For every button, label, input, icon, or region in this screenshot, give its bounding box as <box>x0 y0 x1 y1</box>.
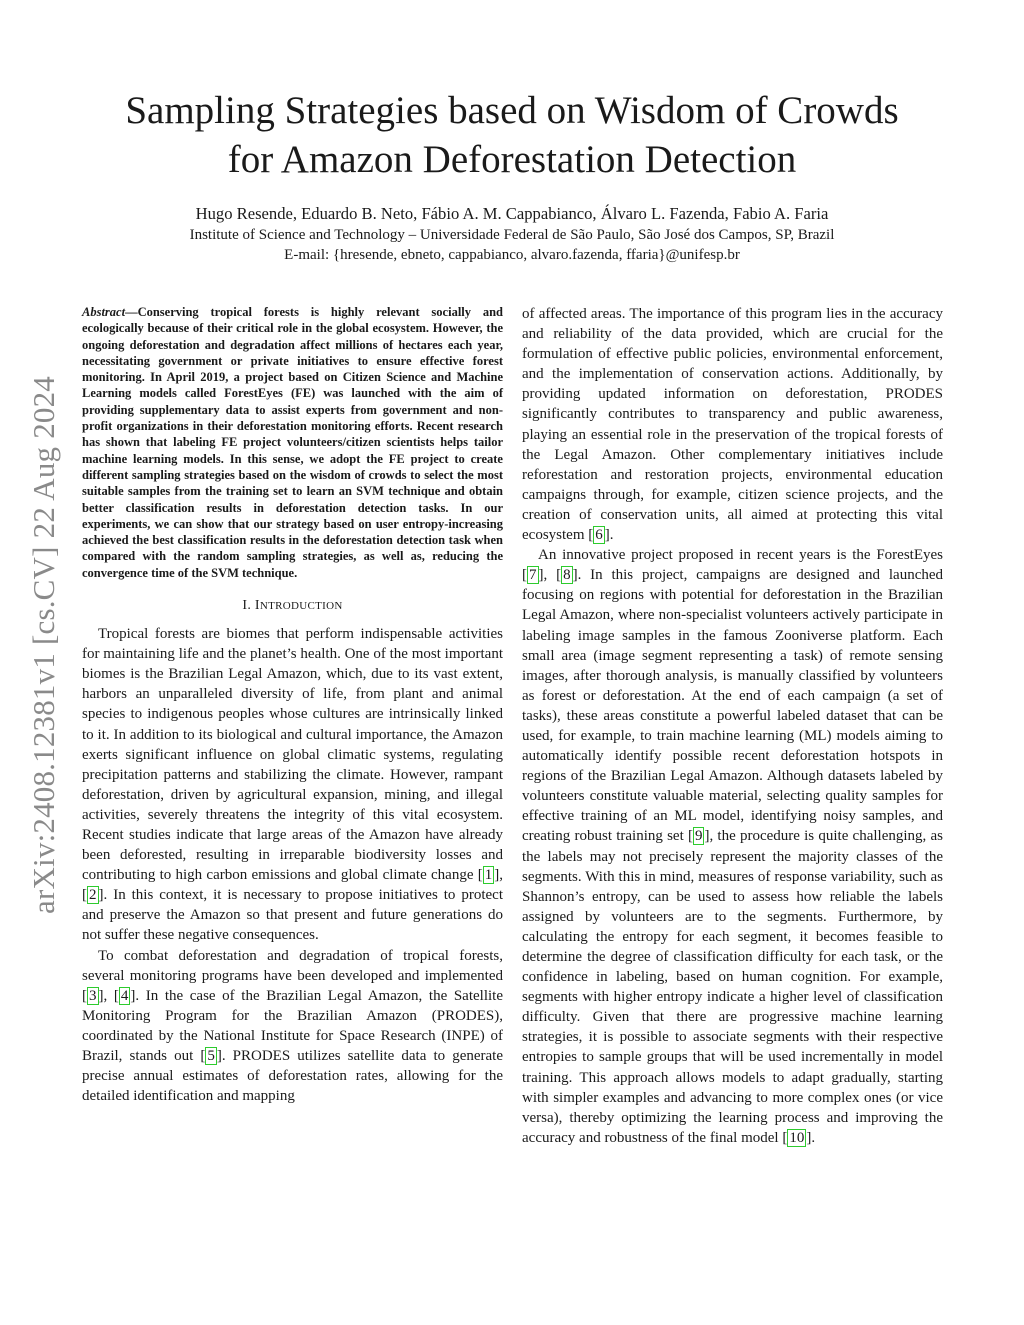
citation-separator: , <box>543 567 557 584</box>
citation-link[interactable]: 8 <box>563 567 571 584</box>
right-column <box>522 304 943 1148</box>
section-number: I. <box>242 598 255 614</box>
abstract <box>82 304 503 581</box>
citation-link[interactable]: 7 <box>529 567 537 584</box>
paragraph-text: . PRODES utilizes satellite data to generate precise annual estimates of deforestation rates, allowing for the detailed identification and mapping <box>82 1048 503 1105</box>
citation-separator: , <box>499 867 503 884</box>
citation-link[interactable]: 10 <box>789 1129 805 1146</box>
arxiv-stamp <box>24 345 64 945</box>
paragraph-text: An innovative project proposed in recent years is the ForestEyes <box>538 547 943 564</box>
paragraph-text: . In this project, campaigns are designed and launched focusing on regions with potential for deforestation in the Brazilian Legal Amazon, where non-specialist volunteers actively participate in labeling image samples in the famous Zooniverse platform. Each small area (image segment representing a task) of remote sensing images, after thorough analysis, is manually classified by volunteers as forest or deforestation. At the end of each campaign (a set of tasks), these areas constitute a powerful labeled dataset that can be used, for example, to train machine learning (ML) models aiming to automatically identify possible recent deforestation hotspots in regions of the Brazilian Legal Amazon. Although datasets labeled by volunteers constitute valuable material, selecting quality samples for effective training of an ML model, identifying noisy samples, and creating robust training set <box>522 567 944 845</box>
left-column <box>82 304 503 1106</box>
paragraph-text: . <box>609 527 614 544</box>
arxiv-stamp-text: arXiv:2408.12381v1 [cs.CV] 22 Aug 2024 <box>26 375 61 915</box>
section-title-rest: NTRODUCTION <box>259 600 343 613</box>
paragraph-text: of affected areas. The importance of this program lies in the accuracy and reliability of the data provided, which are crucial for the formulation of effective public policies, environmental enforcement, and the implementation of conservation actions. Additionally, by providing updated information on deforestation, PRODES significantly contributes to transparency and public awareness, playing an essential role in the preservation of the tropical forests of the Legal Amazon. Other complementary initiatives include reforestation and restoration projects, environmental education campaigns through, for example, citizen science projects, and the creation of conservation units, all aimed at protecting this vital ecosystem <box>522 306 943 544</box>
citation-link[interactable]: 5 <box>207 1048 215 1065</box>
paragraph-text: . <box>811 1129 816 1146</box>
intro-paragraph-1: Tropical forests are biomes that perform indispensable activities for maintaining life and the planet’s health. One of the most important biomes is the Brazilian Legal Amazon, which, due to its vast extent, harbors an unparalleled diversity of life, from plant and animal species to indigenous peoples whose cultures are intrinsically linked to it. In addition to its biological and cultural importance, the Amazon exerts significant influence on global climatic systems, regulating precipitation patterns and stabilizing the climate. However, rampant deforestation, driven by agricultural expansion, mining, and illegal activities, severely threatens the integrity of this vital ecosystem. Recent studies indicate that large areas of the Amazon have already been deforested, resulting in irreparable biodiversity losses and contributing to high carbon emissions and global climate change [ 1 ], [ 2 ]. In this context, it is necessary to propose initiatives to protect and preserve the Amazon so that present and future generations do not suffer these negative consequences. <box>82 626 503 944</box>
intro-paragraph-3: An innovative project proposed in recent years is the ForestEyes [ 7 ], [ 8 ]. In this project, campaigns are designed and launched focusing on regions with potential for deforestation in the Brazilian Legal Amazon, where non-specialist volunteers actively participate in labeling image samples in the famous Zooniverse platform. Each small area (image segment representing a task) of remote sensing images, after thorough analysis, is manually classified by volunteers as forest or deforestation. At the end of each campaign (a set of tasks), these areas constitute a powerful labeled dataset that can be used, for example, to train machine learning (ML) models aiming to automatically identify possible recent deforestation hotspots in regions of the Brazilian Legal Amazon. Although datasets labeled by volunteers constitute valuable material, selecting quality samples for effective training of an ML model, identifying noisy samples, and creating robust training set [ 9 ], the procedure is quite challenging, as the labels may not precisely represent the majority classes of the segments. With this in mind, measures of response variability, such as Shannon’s entropy, can be used to assess how reliable the labels assigned by volunteers are to the segments. Furthermore, by calculating the entropy for each segment, it becomes feasible to determine the degree of classification difficulty for each task, or the confidence in labeling, based on human cognition. For example, segments with higher entropy indicate a higher level of classification difficulty. Given that there are progressive machine learning strategies, it is possible to associate segments with their respective entropies to sample groups that will be used incrementally in model training. This approach allows models to adapt gradually, starting with simpler examples and advancing to more complex ones (or vice versa), thereby optimizing the learning process and improving the accuracy and robustness of the final model [ 10 ]. <box>522 547 944 1146</box>
abstract-text: —Conserving tropical forests is highly relevant socially and ecologically because of their critical role in the global ecosystem. However, the ongoing deforestation and degradation affect millions of hectares each year, necessitating government or private initiatives to ensure effective forest monitoring. In April 2019, a project based on Citizen Science and Machine Learning models called ForestEyes (FE) was launched with the aim of providing supplementary data to assist experts from government and non-profit organizations in their deforestation monitoring efforts. Recent research has shown that labeling FE project volunteers/citizen scientists helps tailor machine learning models. In this sense, we adopt the FE project to create different sampling strategies based on the wisdom of crowds to select the most suitable samples from the training set to learn an SVM technique and obtain better classification results in deforestation detection tasks. In our experiments, we can show that our strategy based on user entropy-increasing achieved the best classification results in the deforestation detection task when compared with the random sampling strategies, as well as, reducing the convergence time of the SVM technique. <box>82 305 503 580</box>
paragraph-text: . In the case of the Brazilian Legal Amazon, the Satellite Monitoring Program for the Brazilian Amazon (PRODES), coordinated by the National Institute for Space Research (INPE) of Brazil, stands out <box>82 987 503 1065</box>
paper-title-line-1: Sampling Strategies based on Wisdom of Crowds <box>125 89 899 132</box>
paragraph-text: . In this context, it is necessary to propose initiatives to protect and preserve the Amazon so that present and future generations do not suffer these negative consequences. <box>82 887 503 944</box>
author-list: Hugo Resende, Eduardo B. Neto, Fábio A. M. Cappabianco, Álvaro L. Fazenda, Fabio A. Faria <box>195 204 829 223</box>
intro-paragraph-2: To combat deforestation and degradation of tropical forests, several monitoring programs have been developed and implemented [ 3 ], [ 4 ]. In the case of the Brazilian Legal Amazon, the Satellite Monitoring Program for the Brazilian Amazon (PRODES), coordinated by the National Institute for Space Research (INPE) of Brazil, stands out [ 5 ]. PRODES utilizes satellite data to generate precise annual estimates of deforestation rates, allowing for the detailed identification and mapping <box>82 947 503 1105</box>
citation-link[interactable]: 3 <box>89 987 97 1004</box>
citation-link[interactable]: 2 <box>89 887 97 904</box>
affiliation: Institute of Science and Technology – Universidade Federal de São Paulo, São José dos Campos, SP, Brazil <box>189 227 835 243</box>
section-heading-introduction <box>82 598 503 614</box>
abstract-label: Abstract <box>82 305 126 319</box>
paper-title <box>80 86 944 184</box>
paper-title-line-2: for Amazon Deforestation Detection <box>227 138 797 181</box>
paragraph-text: To combat deforestation and degradation of tropical forests, several monitoring programs have been developed and implemented <box>82 947 503 984</box>
citation-link[interactable]: 4 <box>120 987 129 1004</box>
intro-paragraph-2-continued: of affected areas. The importance of this program lies in the accuracy and reliability of the data provided, which are crucial for the formulation of effective public policies, environmental enforcement, and the implementation of conservation actions. Additionally, by providing updated information on deforestation, PRODES significantly contributes to transparency and public awareness, playing an essential role in the preservation of the tropical forests of the Legal Amazon. Other complementary initiatives include reforestation and restoration projects, environmental education campaigns through, for example, citizen science projects, and the creation of conservation units, all aimed at protecting this vital ecosystem [ 6 ]. <box>522 306 943 544</box>
author-emails: E-mail: {hresende, ebneto, cappabianco, alvaro.fazenda, ffaria}@unifesp.br <box>284 247 740 263</box>
section-title-initial: I <box>254 598 260 614</box>
citation-separator: , <box>103 987 114 1004</box>
paragraph-text: , the procedure is quite challenging, as the labels may not precisely represent the majority classes of the segments. With this in mind, measures of response variability, such as Shannon’s entropy, can be used to assess how reliable the labels assigned by volunteers are to the segments. Furthermore, by calculating the entropy for each segment, it becomes feasible to determine the degree of classification difficulty for each task, or the confidence in labeling, based on human cognition. For example, segments with higher entropy indicate a higher level of classification difficulty. Given that there are progressive machine learning strategies, it is possible to associate segments with their respective entropies to sample groups that will be used incrementally in model training. This approach allows models to adapt gradually, starting with simpler examples and advancing to more complex ones (or vice versa), thereby optimizing the learning process and improving the accuracy and robustness of the final model <box>522 828 943 1146</box>
citation-link[interactable]: 9 <box>694 828 703 845</box>
paragraph-text: Tropical forests are biomes that perform indispensable activities for maintaining life and the planet’s health. One of the most important biomes is the Brazilian Legal Amazon, which, due to its vast extent, harbors an unparalleled diversity of life, from plant and animal species to indigenous peoples whose cultures are intrinsically linked to it. In addition to its biological and cultural importance, the Amazon exerts significant influence on global climatic systems, regulating precipitation patterns and stabilizing the climate. However, rampant deforestation, driven by agricultural expansion, mining, and illegal activities, severely threatens the integrity of this vital ecosystem. Recent studies indicate that large areas of the Amazon have already been deforested, resulting in irreparable biodiversity losses and contributing to high carbon emissions and global climate change <box>82 626 503 884</box>
citation-link[interactable]: 1 <box>484 867 493 884</box>
citation-link[interactable]: 6 <box>595 527 603 544</box>
